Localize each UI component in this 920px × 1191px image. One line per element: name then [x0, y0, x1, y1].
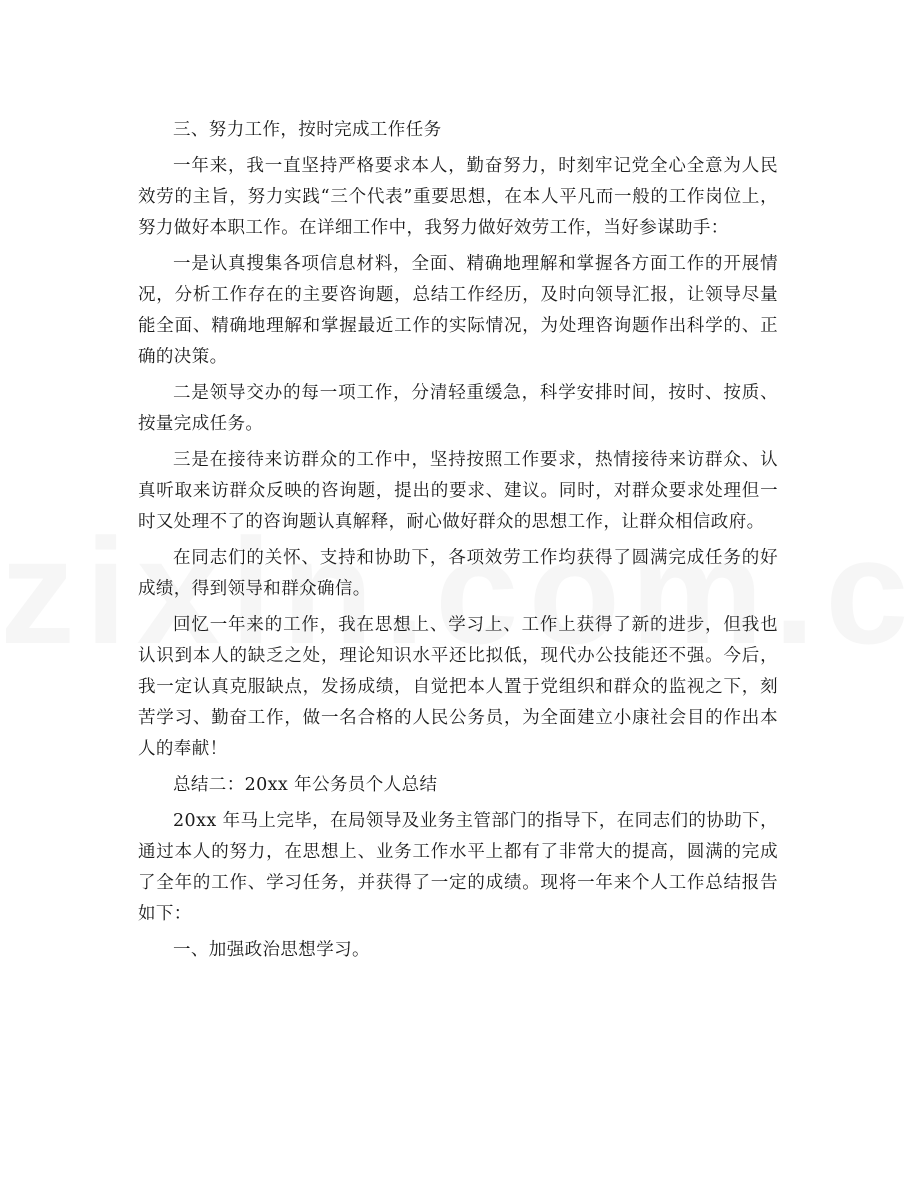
paragraph-result: 在同志们的关怀、支持和协助下，各项效劳工作均获得了圆满完成任务的好成绩，得到领导和群众确信。	[138, 548, 778, 599]
paragraph-intro: 一年来，我一直坚持严格要求本人，勤奋努力，时刻牢记党全心全意为人民效劳的主旨，努力实践“三个代表”重要思想，在本人平凡而一般的工作岗位上，努力做好本职工作。在详细工作中，我努力做好效劳工作，当好参谋助手：	[138, 156, 778, 238]
section-heading-1: 一、加强政治思想学习。	[173, 940, 370, 960]
section-heading-3: 三、努力工作，按时完成工作任务	[173, 120, 442, 140]
paragraph-point-3: 三是在接待来访群众的工作中，坚持按照工作要求，热情接待来访群众、认真听取来访群众反映的咨询题，提出的要求、建议。同时，对群众要求处理但一时又处理不了的咨询题认真解释，耐心做好群众的思想工作，让群众相信政府。	[138, 450, 778, 532]
paragraph-point-2: 二是领导交办的每一项工作，分清轻重缓急，科学安排时间，按时、按质、按量完成任务。	[138, 383, 778, 434]
summary-two-title: 总结二：20xx 年公务员个人总结	[173, 775, 438, 795]
document-body	[138, 115, 778, 971]
paragraph-summary-intro: 20xx 年马上完毕，在局领导及业务主管部门的指导下，在同志们的协助下，通过本人的努力，在思想上、业务工作水平上都有了非常大的提高，圆满的完成了全年的工作、学习任务，并获得了一定的成绩。现将一年来个人工作总结报告如下：	[138, 811, 778, 924]
paragraph-point-1: 一是认真搜集各项信息材料，全面、精确地理解和掌握各方面工作的开展情况，分析工作存在的主要咨询题，总结工作经历，及时向领导汇报，让领导尽量能全面、精确地理解和掌握最近工作的实际情况，为处理咨询题作出科学的、正确的决策。	[138, 254, 778, 367]
paragraph-review: 回忆一年来的工作，我在思想上、学习上、工作上获得了新的进步，但我也认识到本人的缺乏之处，理论知识水平还比拟低，现代办公技能还不强。今后，我一定认真克服缺点，发扬成绩，自觉把本人置于党组织和群众的监视之下，刻苦学习、勤奋工作，做一名合格的人民公务员，为全面建立小康社会目的作出本人的奉献！	[138, 615, 778, 759]
